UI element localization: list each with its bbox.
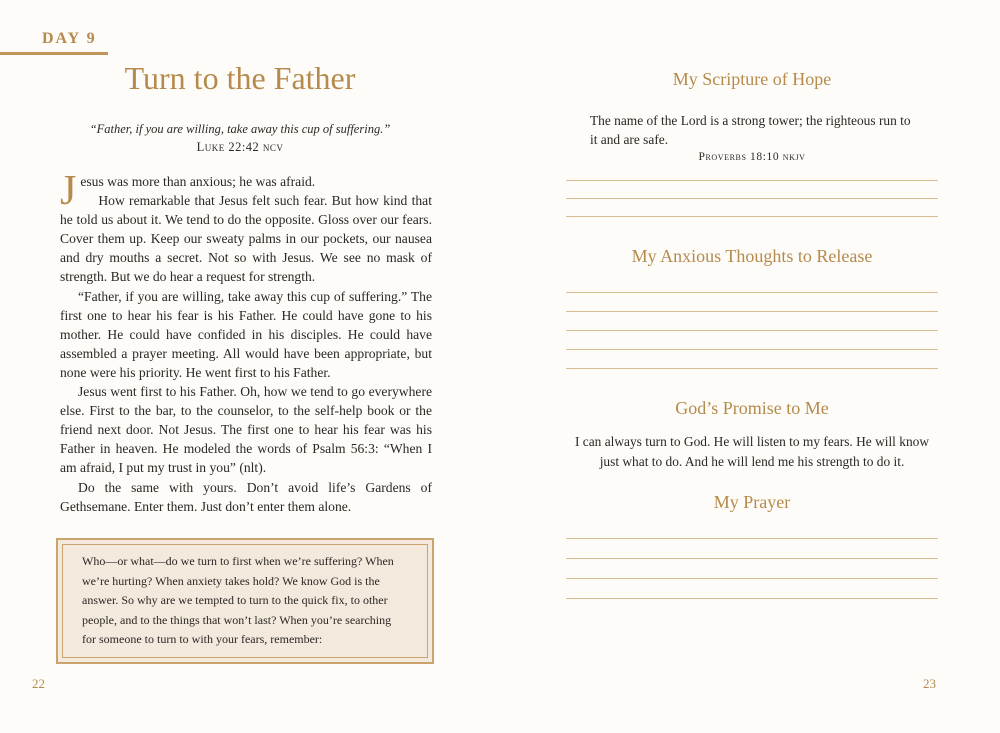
page-number-right: 23 — [923, 676, 936, 691]
scripture-writing-lines — [566, 180, 938, 217]
writing-line[interactable] — [566, 368, 938, 369]
writing-line[interactable] — [566, 198, 938, 199]
day-label: DAY 9 — [42, 30, 97, 47]
paragraph-5: Do the same with yours. Don’t avoid life’s Gardens of Gethsemane. Enter them. Just don’t enter them alone. — [60, 479, 432, 514]
drop-cap: J — [60, 168, 77, 214]
reflection-callout — [56, 538, 434, 664]
writing-line[interactable] — [566, 349, 938, 350]
anxious-writing-lines — [566, 292, 938, 369]
devotional-body — [60, 168, 432, 516]
scripture-text: The name of the Lord is a strong tower; the righteous run to it and are safe. — [590, 113, 911, 147]
promise-text: I can always turn to God. He will listen to my fears. He will know just what to do. And he will lend me his strength to do it. — [574, 434, 930, 469]
paragraph-3: “Father, if you are willing, take away this cup of suffering.” The first one to hear his fear is his Father. He could have gone to his mother. He could have confided in his disciples. He could have assembled a prayer meeting. All would have been appropriate, but none were his priority. He went first to his Father. — [60, 288, 432, 380]
writing-line[interactable] — [566, 538, 938, 539]
epigraph-quote: “Father, if you are willing, take away this cup of suffering.” — [89, 122, 391, 136]
writing-line[interactable] — [566, 558, 938, 559]
writing-line[interactable] — [566, 180, 938, 181]
callout-text: Who—or what—do we turn to first when we’re suffering? When we’re hurting? When anxiety takes hold? We know God is the answer. So why are we tempted to turn to the quick fix, to other people, and to the things that won’t last? When you’re searching for someone to turn to with your fears, remember: — [82, 554, 394, 647]
writing-line[interactable] — [566, 330, 938, 331]
epigraph — [40, 120, 440, 156]
scripture-reference: Proverbs 18:10 nkjv — [698, 151, 806, 163]
paragraph-1-text: esus was more than anxious; he was afraid. — [80, 174, 316, 189]
heading-my-prayer: My Prayer — [713, 492, 791, 512]
paragraph-4: Jesus went first to his Father. Oh, how we tend to go everywhere else. First to the bar, to the counselor, to the self-help book or the friend next door. Not Jesus. The first one to hear his fear was his Father in heaven. He modeled the words of Psalm 56:3: “When I am afraid, I put my trust in you” (nlt). — [60, 384, 432, 476]
writing-line[interactable] — [566, 216, 938, 217]
heading-scripture-of-hope: My Scripture of Hope — [672, 69, 832, 89]
heading-anxious-thoughts: My Anxious Thoughts to Release — [631, 246, 873, 266]
writing-line[interactable] — [566, 311, 938, 312]
page-title: Turn to the Father — [124, 60, 356, 96]
writing-line[interactable] — [566, 292, 938, 293]
paragraph-2: How remarkable that Jesus felt such fear. But how kind that he told us about it. We tend to do the opposite. Gloss over our fears. Cover them up. Keep our sweaty palms in our pockets, our nausea and dry mouths a secret. Not so with Jesus. We see no mask of strength. But we do hear a request for strength. — [60, 193, 432, 285]
paragraph-1 — [60, 168, 432, 214]
heading-gods-promise: God’s Promise to Me — [675, 398, 829, 418]
writing-line[interactable] — [566, 598, 938, 599]
epigraph-reference: Luke 22:42 ncv — [196, 140, 284, 154]
page-number-left: 22 — [32, 676, 45, 691]
prayer-writing-lines — [566, 538, 938, 599]
writing-line[interactable] — [566, 578, 938, 579]
day-rule — [0, 52, 108, 55]
